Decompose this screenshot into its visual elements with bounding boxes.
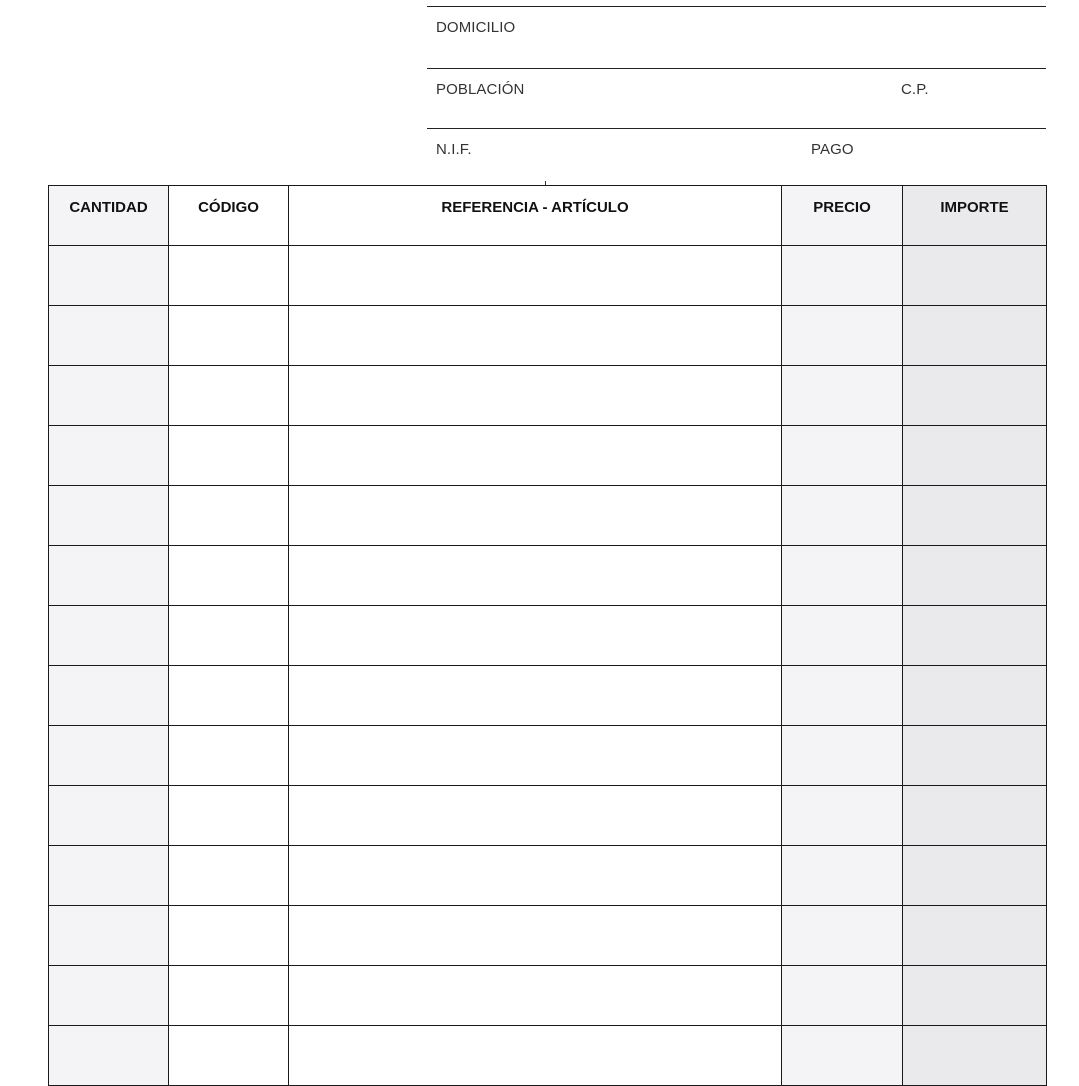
codigo-cell[interactable] [169, 1026, 289, 1086]
cantidad-cell[interactable] [49, 786, 169, 846]
table-row [49, 1026, 1047, 1086]
precio-cell[interactable] [782, 486, 903, 546]
cantidad-cell[interactable] [49, 906, 169, 966]
importe-cell[interactable] [903, 966, 1047, 1026]
importe-cell[interactable] [903, 606, 1047, 666]
domicilio-row[interactable] [427, 6, 1046, 68]
header-precio: PRECIO [782, 186, 903, 246]
importe-cell[interactable] [903, 246, 1047, 306]
importe-cell[interactable] [903, 546, 1047, 606]
domicilio-label: DOMICILIO [436, 19, 516, 36]
codigo-cell[interactable] [169, 246, 289, 306]
cantidad-cell[interactable] [49, 726, 169, 786]
cantidad-cell[interactable] [49, 486, 169, 546]
table-row [49, 966, 1047, 1026]
table-row [49, 786, 1047, 846]
codigo-cell[interactable] [169, 546, 289, 606]
importe-cell[interactable] [903, 306, 1047, 366]
importe-cell[interactable] [903, 426, 1047, 486]
cantidad-cell[interactable] [49, 1026, 169, 1086]
table-header-row [49, 186, 1047, 246]
referencia-cell[interactable] [289, 786, 782, 846]
referencia-cell[interactable] [289, 606, 782, 666]
precio-cell[interactable] [782, 606, 903, 666]
table-row [49, 726, 1047, 786]
table-row [49, 546, 1047, 606]
referencia-cell[interactable] [289, 846, 782, 906]
referencia-cell[interactable] [289, 546, 782, 606]
referencia-cell[interactable] [289, 486, 782, 546]
codigo-cell[interactable] [169, 786, 289, 846]
precio-cell[interactable] [782, 906, 903, 966]
importe-cell[interactable] [903, 1026, 1047, 1086]
referencia-cell[interactable] [289, 306, 782, 366]
importe-cell[interactable] [903, 366, 1047, 426]
importe-cell[interactable] [903, 486, 1047, 546]
table-row [49, 666, 1047, 726]
header-importe: IMPORTE [903, 186, 1047, 246]
nif-row[interactable] [427, 128, 1046, 188]
table-row [49, 486, 1047, 546]
referencia-cell[interactable] [289, 726, 782, 786]
codigo-cell[interactable] [169, 726, 289, 786]
codigo-cell[interactable] [169, 306, 289, 366]
items-body [49, 246, 1047, 1086]
pago-label: PAGO [811, 141, 854, 158]
importe-cell[interactable] [903, 666, 1047, 726]
table-row [49, 906, 1047, 966]
header-cantidad: CANTIDAD [49, 186, 169, 246]
header-codigo: CÓDIGO [169, 186, 289, 246]
importe-cell[interactable] [903, 906, 1047, 966]
table-row [49, 606, 1047, 666]
precio-cell[interactable] [782, 786, 903, 846]
codigo-cell[interactable] [169, 846, 289, 906]
codigo-cell[interactable] [169, 966, 289, 1026]
precio-cell[interactable] [782, 726, 903, 786]
precio-cell[interactable] [782, 1026, 903, 1086]
cantidad-cell[interactable] [49, 426, 169, 486]
codigo-cell[interactable] [169, 666, 289, 726]
cantidad-cell[interactable] [49, 666, 169, 726]
codigo-cell[interactable] [169, 606, 289, 666]
precio-cell[interactable] [782, 246, 903, 306]
table-row [49, 366, 1047, 426]
referencia-cell[interactable] [289, 666, 782, 726]
client-fields [427, 6, 1046, 188]
referencia-cell[interactable] [289, 246, 782, 306]
cp-label: C.P. [901, 81, 929, 98]
cantidad-cell[interactable] [49, 246, 169, 306]
precio-cell[interactable] [782, 546, 903, 606]
poblacion-row[interactable] [427, 68, 1046, 128]
codigo-cell[interactable] [169, 366, 289, 426]
importe-cell[interactable] [903, 786, 1047, 846]
precio-cell[interactable] [782, 846, 903, 906]
referencia-cell[interactable] [289, 966, 782, 1026]
cantidad-cell[interactable] [49, 366, 169, 426]
referencia-cell[interactable] [289, 906, 782, 966]
importe-cell[interactable] [903, 846, 1047, 906]
header-referencia: REFERENCIA - ARTÍCULO [289, 186, 782, 246]
table-row [49, 426, 1047, 486]
cantidad-cell[interactable] [49, 606, 169, 666]
poblacion-label: POBLACIÓN [436, 81, 525, 98]
table-row [49, 246, 1047, 306]
referencia-cell[interactable] [289, 1026, 782, 1086]
items-table [48, 185, 1047, 1086]
referencia-cell[interactable] [289, 426, 782, 486]
cantidad-cell[interactable] [49, 306, 169, 366]
precio-cell[interactable] [782, 966, 903, 1026]
nif-label: N.I.F. [436, 141, 472, 158]
cantidad-cell[interactable] [49, 966, 169, 1026]
codigo-cell[interactable] [169, 906, 289, 966]
precio-cell[interactable] [782, 306, 903, 366]
precio-cell[interactable] [782, 666, 903, 726]
precio-cell[interactable] [782, 366, 903, 426]
importe-cell[interactable] [903, 726, 1047, 786]
cantidad-cell[interactable] [49, 846, 169, 906]
codigo-cell[interactable] [169, 426, 289, 486]
table-row [49, 846, 1047, 906]
table-row [49, 306, 1047, 366]
referencia-cell[interactable] [289, 366, 782, 426]
codigo-cell[interactable] [169, 486, 289, 546]
cantidad-cell[interactable] [49, 546, 169, 606]
precio-cell[interactable] [782, 426, 903, 486]
